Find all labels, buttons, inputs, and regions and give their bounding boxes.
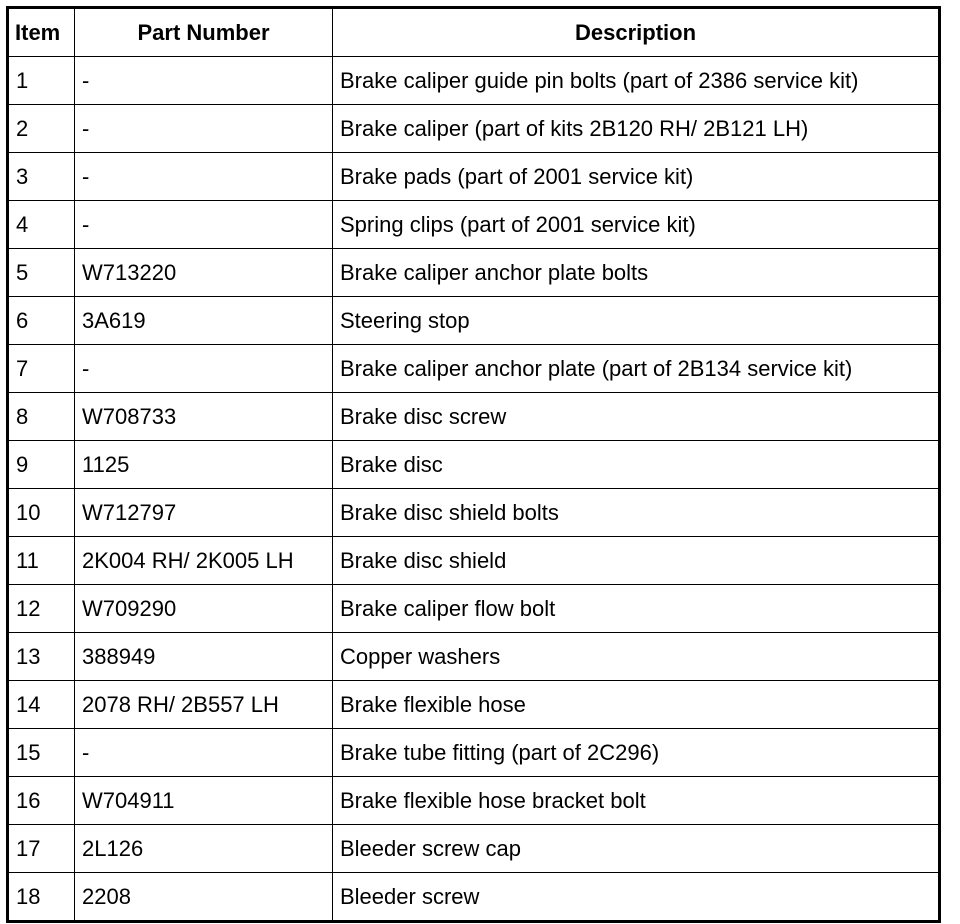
column-header-description: Description [333,8,940,57]
cell-part-number: 388949 [75,633,333,681]
cell-part-number: - [75,57,333,105]
header-row [8,8,940,57]
cell-part-number: 2078 RH/ 2B557 LH [75,681,333,729]
cell-item: 9 [8,441,75,489]
cell-part-number: - [75,201,333,249]
cell-item: 15 [8,729,75,777]
cell-description: Brake disc shield bolts [333,489,940,537]
cell-item: 10 [8,489,75,537]
column-header-item: Item [8,8,75,57]
cell-description: Brake caliper (part of kits 2B120 RH/ 2B121 LH) [333,105,940,153]
cell-part-number: 1125 [75,441,333,489]
table-row [8,57,940,105]
cell-description: Brake caliper anchor plate (part of 2B134 service kit) [333,345,940,393]
cell-description: Brake caliper flow bolt [333,585,940,633]
cell-item: 18 [8,873,75,922]
table-row [8,537,940,585]
cell-item: 3 [8,153,75,201]
cell-item: 16 [8,777,75,825]
cell-item: 11 [8,537,75,585]
cell-description: Spring clips (part of 2001 service kit) [333,201,940,249]
cell-item: 5 [8,249,75,297]
table-row [8,297,940,345]
table-row [8,633,940,681]
table-row [8,393,940,441]
cell-description: Brake caliper anchor plate bolts [333,249,940,297]
cell-part-number: W709290 [75,585,333,633]
table-row [8,201,940,249]
table-row [8,777,940,825]
cell-description: Brake disc shield [333,537,940,585]
table-row [8,729,940,777]
cell-item: 6 [8,297,75,345]
cell-description: Brake tube fitting (part of 2C296) [333,729,940,777]
cell-part-number: W708733 [75,393,333,441]
cell-description: Brake caliper guide pin bolts (part of 2386 service kit) [333,57,940,105]
table-header [8,8,940,57]
cell-item: 7 [8,345,75,393]
column-header-part-number: Part Number [75,8,333,57]
cell-item: 1 [8,57,75,105]
cell-item: 2 [8,105,75,153]
cell-part-number: W713220 [75,249,333,297]
cell-part-number: 3A619 [75,297,333,345]
cell-description: Brake disc [333,441,940,489]
cell-item: 17 [8,825,75,873]
cell-part-number: - [75,105,333,153]
cell-part-number: - [75,729,333,777]
cell-part-number: 2K004 RH/ 2K005 LH [75,537,333,585]
table-row [8,585,940,633]
table-row [8,825,940,873]
cell-description: Brake pads (part of 2001 service kit) [333,153,940,201]
table-row [8,345,940,393]
cell-item: 14 [8,681,75,729]
parts-table [6,6,941,923]
table-row [8,249,940,297]
cell-item: 4 [8,201,75,249]
cell-description: Steering stop [333,297,940,345]
cell-part-number: 2208 [75,873,333,922]
cell-part-number: - [75,153,333,201]
table-row [8,441,940,489]
cell-part-number: W712797 [75,489,333,537]
cell-description: Bleeder screw [333,873,940,922]
cell-part-number: - [75,345,333,393]
cell-item: 13 [8,633,75,681]
cell-part-number: 2L126 [75,825,333,873]
table-row [8,105,940,153]
table-row [8,153,940,201]
cell-item: 8 [8,393,75,441]
cell-description: Bleeder screw cap [333,825,940,873]
table-row [8,873,940,922]
cell-description: Brake flexible hose bracket bolt [333,777,940,825]
cell-description: Brake flexible hose [333,681,940,729]
cell-item: 12 [8,585,75,633]
table-row [8,681,940,729]
table-body [8,57,940,922]
cell-part-number: W704911 [75,777,333,825]
cell-description: Copper washers [333,633,940,681]
cell-description: Brake disc screw [333,393,940,441]
table-row [8,489,940,537]
